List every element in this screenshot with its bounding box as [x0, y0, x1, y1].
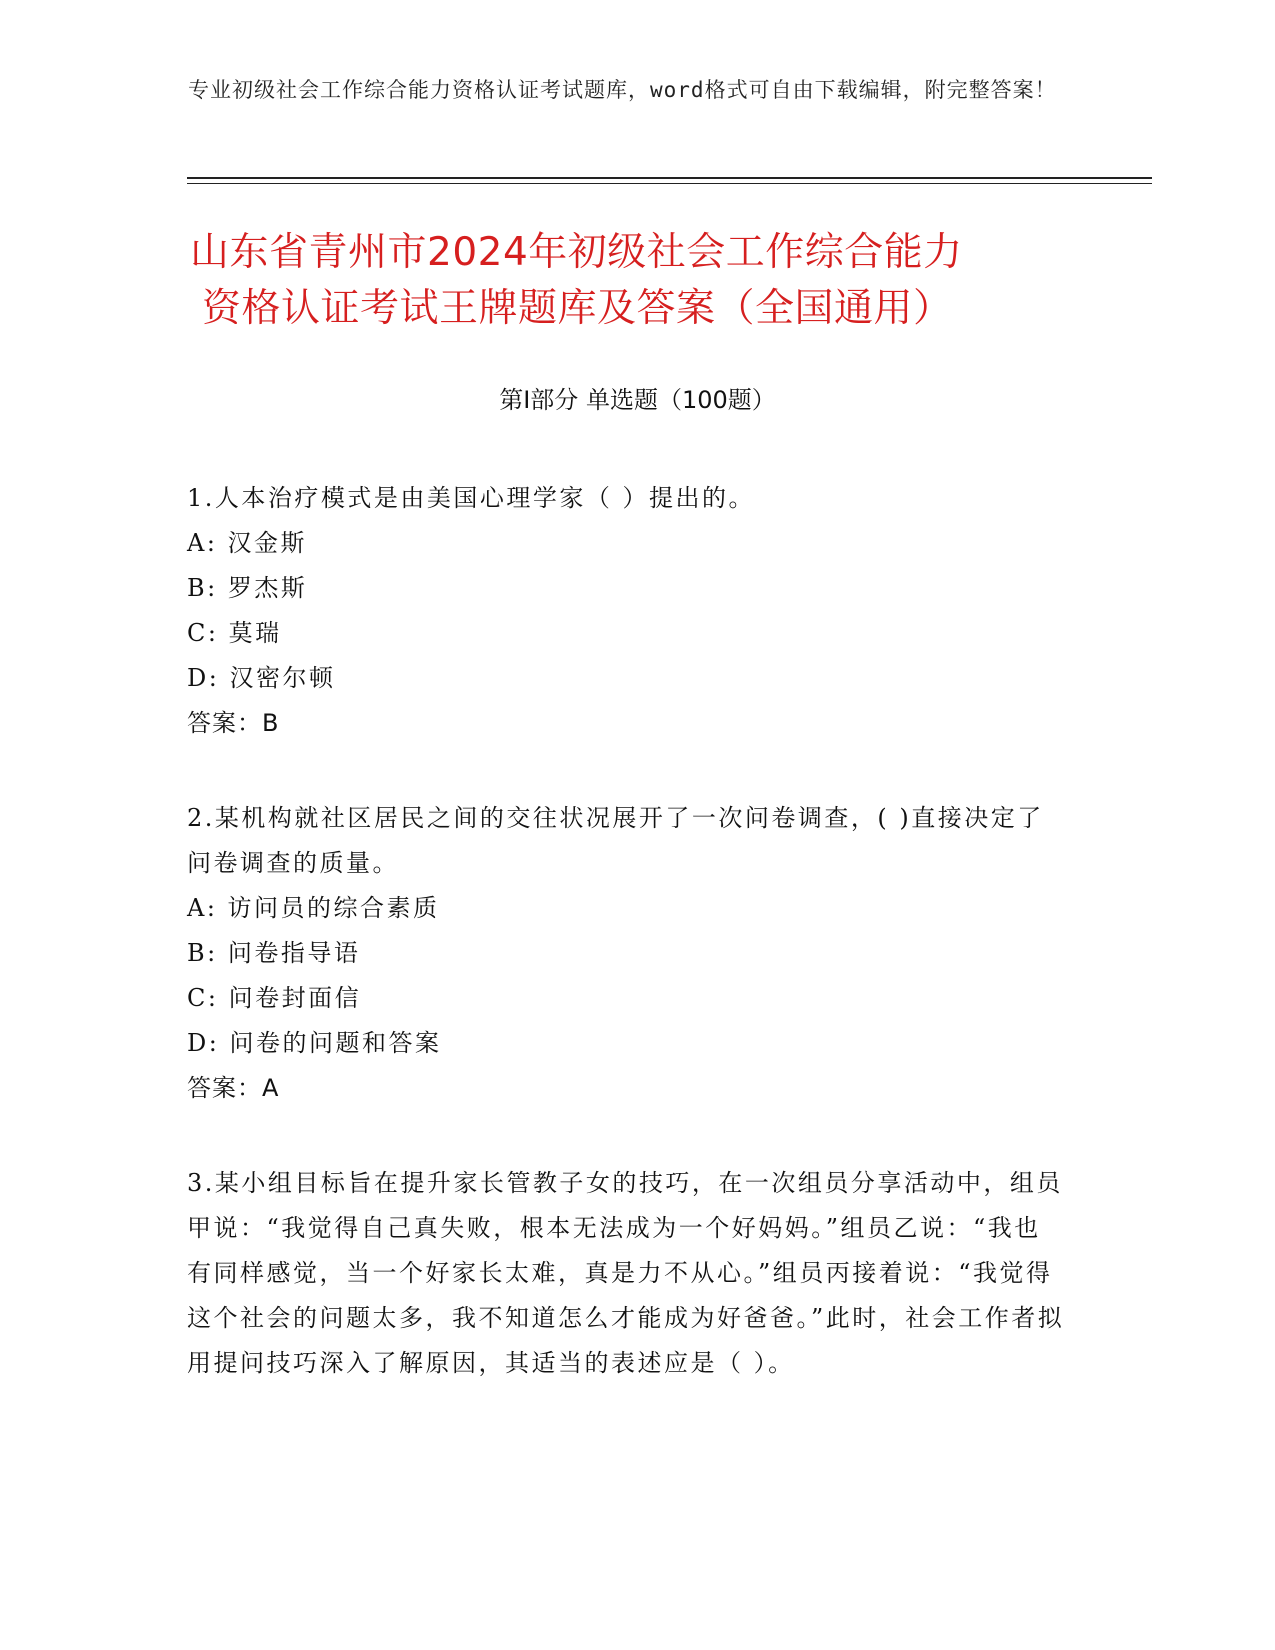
- question-list: [187, 476, 1067, 1436]
- question-stem: 3.某小组目标旨在提升家长管教子女的技巧，在一次组员分享活动中，组员甲说：“我觉得自己真失败，根本无法成为一个好妈妈。”组员乙说：“我也有同样感觉，当一个好家长太难，真是力不从心。”组员丙接着说：“我觉得这个社会的问题太多，我不知道怎么才能成为好爸爸。”此时，社会工作者拟用提问技巧深入了解原因，其适当的表述应是（ ）。: [187, 1169, 1065, 1377]
- question-1: [187, 476, 1067, 746]
- option-a: A: 访问员的综合素质: [187, 894, 440, 922]
- option-b: B: 问卷指导语: [187, 939, 361, 967]
- question-stem: 1.人本治疗模式是由美国心理学家（ ）提出的。: [187, 484, 756, 512]
- header-divider-thin: [187, 183, 1152, 184]
- answer: 答案：B: [187, 709, 280, 737]
- option-d: D: 汉密尔顿: [187, 664, 336, 692]
- option-c: C: 莫瑞: [187, 619, 282, 647]
- header-note: 专业初级社会工作综合能力资格认证考试题库，word格式可自由下载编辑，附完整答案！: [188, 78, 1057, 102]
- option-c: C: 问卷封面信: [187, 984, 362, 1012]
- option-b: B: 罗杰斯: [187, 574, 308, 602]
- section-heading: 第Ⅰ部分 单选题（100题）: [499, 386, 776, 414]
- answer: 答案：A: [187, 1074, 280, 1102]
- question-3: [187, 1161, 1067, 1386]
- document-title-line-1: 山东省青州市2024年初级社会工作综合能力: [190, 230, 963, 275]
- option-a: A: 汉金斯: [187, 529, 308, 557]
- question-2: [187, 796, 1067, 1111]
- question-stem: 2.某机构就社区居民之间的交往状况展开了一次问卷调查，( )直接决定了问卷调查的质量。: [187, 804, 1044, 877]
- document-title: [190, 225, 1090, 337]
- option-d: D: 问卷的问题和答案: [187, 1029, 442, 1057]
- header-divider-thick: [187, 177, 1152, 179]
- document-title-line-2: 资格认证考试王牌题库及答案（全国通用）: [202, 286, 953, 331]
